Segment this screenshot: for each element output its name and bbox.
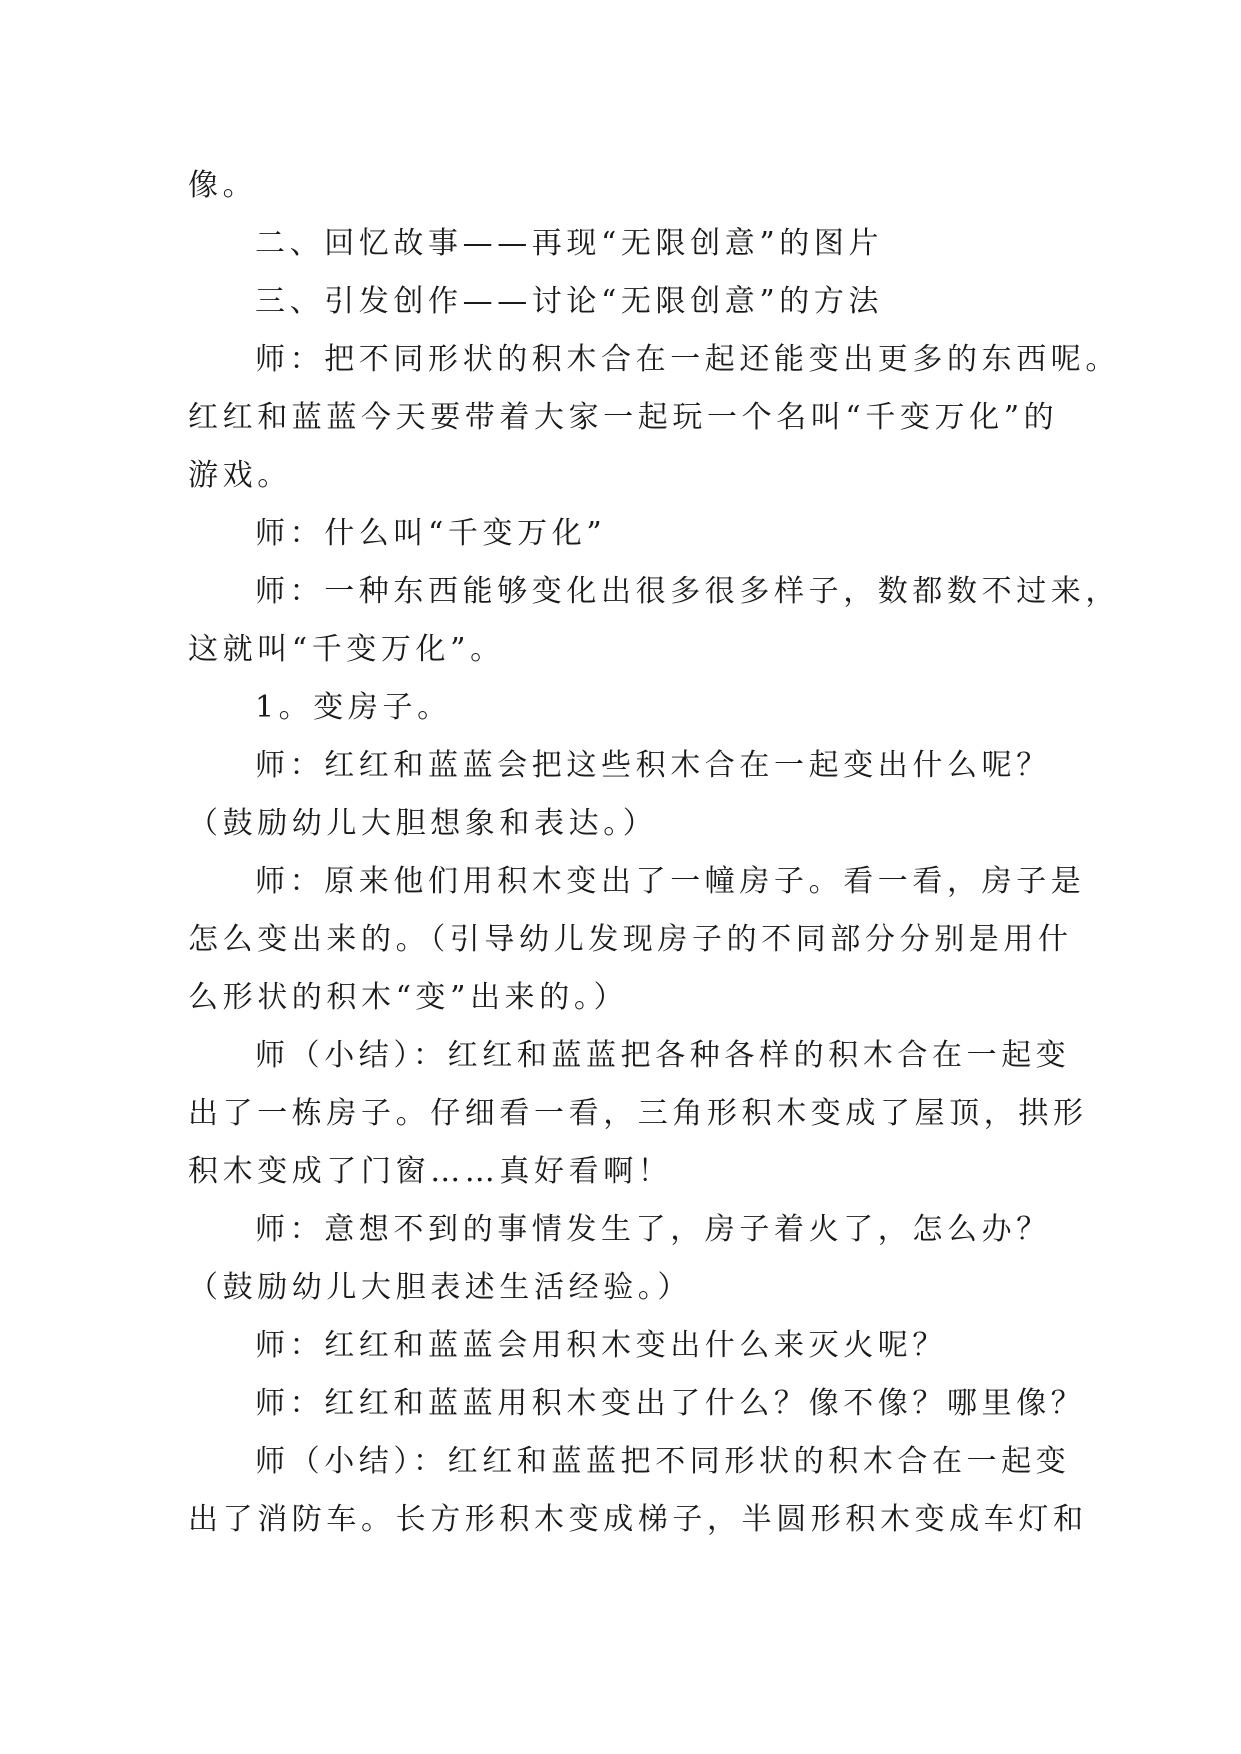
text-line: （鼓励幼儿大胆表述生活经验。） bbox=[188, 1270, 692, 1305]
text-line: 师：什么叫“千变万化” bbox=[255, 516, 607, 551]
text-line: 这就叫“千变万化”。 bbox=[188, 632, 505, 667]
text-line: 怎么变出来的。（引导幼儿发现房子的不同部分分别是用什 bbox=[188, 922, 1073, 957]
text-line: 师：把不同形状的积木合在一起还能变出更多的东西呢。 bbox=[255, 342, 1120, 377]
text-line: 像。 bbox=[188, 168, 258, 203]
section-heading: 三、引发创作——讨论“无限创意”的方法 bbox=[255, 284, 884, 319]
text-line: 师：意想不到的事情发生了，房子着火了，怎么办？ bbox=[255, 1212, 1051, 1247]
text-line: 师：红红和蓝蓝用积木变出了什么？像不像？哪里像？ bbox=[255, 1386, 1086, 1421]
subsection-heading: 1。变房子。 bbox=[255, 690, 452, 725]
text-line: 出了消防车。长方形积木变成梯子，半圆形积木变成车灯和 bbox=[188, 1502, 1088, 1537]
text-line: 师（小结）：红红和蓝蓝把不同形状的积木合在一起变 bbox=[255, 1444, 1071, 1479]
text-line: 出了一栋房子。仔细看一看，三角形积木变成了屋顶，拱形 bbox=[188, 1096, 1088, 1131]
text-line: 师（小结）：红红和蓝蓝把各种各样的积木合在一起变 bbox=[255, 1038, 1071, 1073]
text-line: 师：红红和蓝蓝会用积木变出什么来灭火呢？ bbox=[255, 1328, 947, 1363]
text-line: 师：红红和蓝蓝会把这些积木合在一起变出什么呢？ bbox=[255, 748, 1051, 783]
text-line: 么形状的积木“变”出来的。） bbox=[188, 980, 629, 1015]
text-line: 积木变成了门窗……真好看啊！ bbox=[188, 1154, 673, 1189]
text-line: 师：原来他们用积木变出了一幢房子。看一看，房子是 bbox=[255, 864, 1086, 899]
text-line: 红红和蓝蓝今天要带着大家一起玩一个名叫“千变万化”的 bbox=[188, 400, 1059, 435]
text-line: 游戏。 bbox=[188, 458, 292, 493]
section-heading: 二、回忆故事——再现“无限创意”的图片 bbox=[255, 226, 884, 261]
text-line: 师：一种东西能够变化出很多很多样子，数都数不过来， bbox=[255, 574, 1120, 609]
text-line: （鼓励幼儿大胆想象和表达。） bbox=[188, 806, 658, 841]
